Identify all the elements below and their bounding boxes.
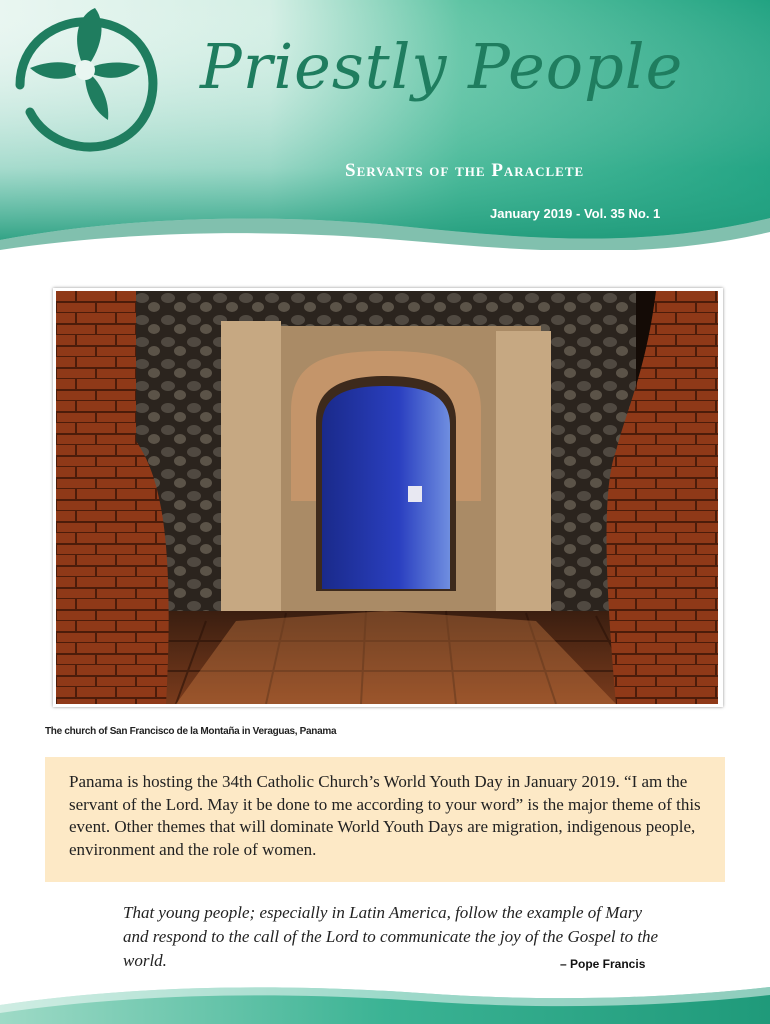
callout-text: Panama is hosting the 34th Catholic Church’s World Youth Day in January 2019. “I am the servant of the Lord. May it be done to me according to your word” is the major theme of this event. Other themes that will dominate World Youth Days are migration, indigenous people, environment and the role of women. [69, 772, 701, 859]
masthead [0, 0, 770, 250]
newsletter-title: Priestly People [200, 30, 684, 103]
church-photo [56, 291, 718, 704]
callout-box [45, 757, 725, 882]
photo-caption: The church of San Francisco de la Montaña in Veraguas, Panama [45, 726, 337, 737]
newsletter-subtitle: Servants of the Paraclete [345, 160, 585, 181]
issue-info: January 2019 - Vol. 35 No. 1 [490, 206, 661, 221]
quote-attribution: – Pope Francis [560, 957, 646, 971]
cover-photo-frame [53, 288, 723, 707]
paraclete-logo-icon [0, 0, 170, 160]
pope-quote: That young people; especially in Latin America, follow the example of Mary and respond to the call of the Lord to communicate the joy of the Gospel to the world. [123, 903, 659, 970]
footer-wave [0, 975, 770, 1024]
